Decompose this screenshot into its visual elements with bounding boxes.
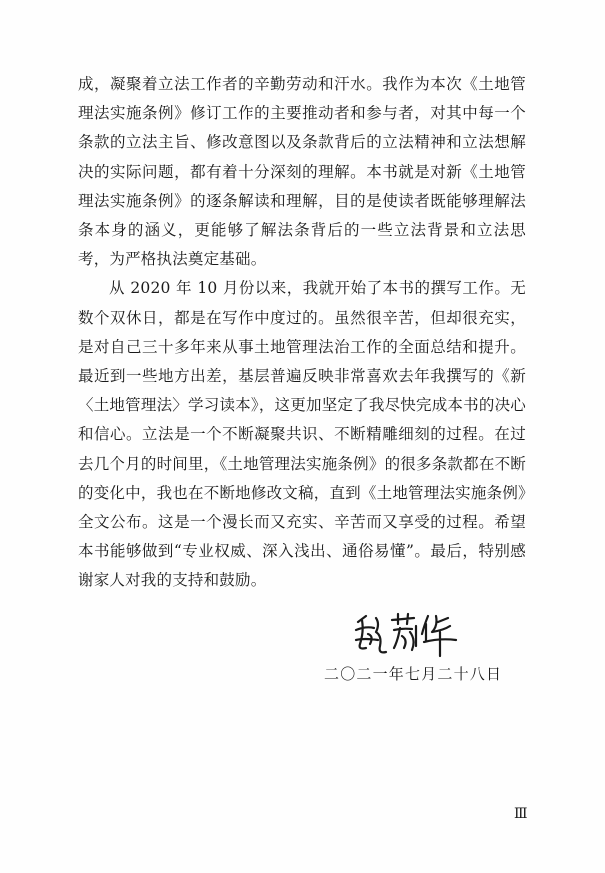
paragraph-continued: 成，凝聚着立法工作者的辛勤劳动和汗水。我作为本次《土地管理法实施条例》修订工作的主要推动者和参与者，对其中每一个条款的立法主旨、修改意图以及条款背后的立法精神和立法想解决的实际问题，都有着十分深刻的理解。本书就是对新《土地管理法实施条例》的逐条解读和理解，目的是使读者既能够理解法条本身的涵义，更能够了解法条背后的一些立法背景和立法思考，为严格执法奠定基础。 <box>78 75 526 269</box>
signing-date: 二〇二一年七月二十八日 <box>324 665 503 683</box>
paragraph: 从 2020 年 10 月份以来，我就开始了本书的撰写工作。无数个双休日，都是在写作中度过的。虽然很辛苦，但却很充实，是对自己三十多年来从事土地管理法治工作的全面总结和提升。最近到一些地方出差，基层普遍反映非常喜欢去年我撰写的《新〈土地管理法〉学习读本》，这更加坚定了我尽快完成本书的决心和信心。立法是一个不断凝聚共识、不断精雕细刻的过程。在过去几个月的时间里，《土地管理法实施条例》的很多条款都在不断的变化中，我也在不断地修改文稿，直到《土地管理法实施条例》全文公布。这是一个漫长而又充实、辛苦而又享受的过程。希望本书能够做到“专业权威、深入浅出、通俗易懂”。最后，特别感谢家人对我的支持和鼓励。 <box>78 279 526 590</box>
preface-body <box>78 70 526 596</box>
page-number: Ⅲ <box>514 806 527 822</box>
handwritten-signature <box>352 610 462 658</box>
